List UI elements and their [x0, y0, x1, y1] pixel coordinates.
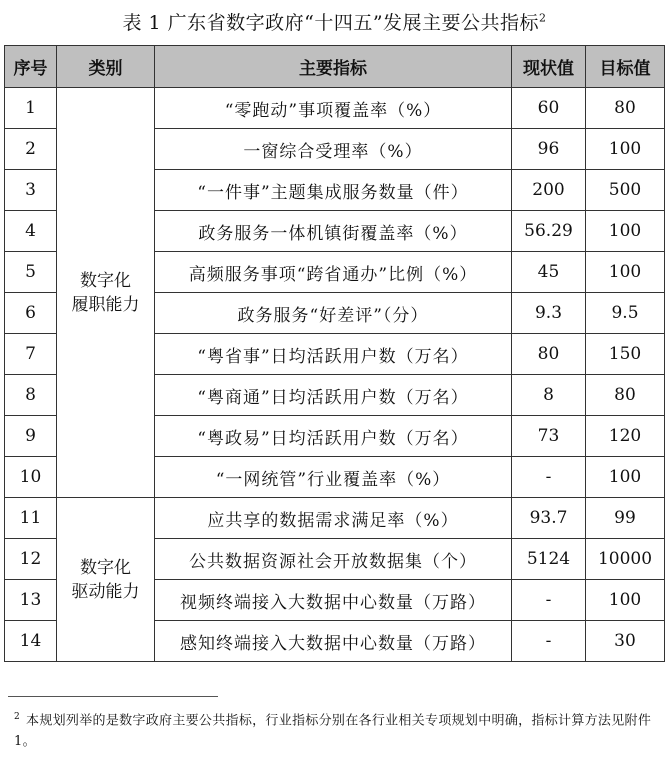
footnote-reference: 2 [539, 11, 547, 25]
row-no: 10 [5, 457, 57, 498]
row-no: 8 [5, 375, 57, 416]
row-no: 13 [5, 580, 57, 621]
row-indicator: 一窗综合受理率（%） [155, 129, 512, 170]
row-indicator: 高频服务事项“跨省通办”比例（%） [155, 252, 512, 293]
table-row [5, 88, 665, 129]
row-no: 6 [5, 293, 57, 334]
category-cell [57, 498, 155, 662]
row-current: - [512, 580, 586, 621]
row-target: 120 [586, 416, 665, 457]
row-current: 56.29 [512, 211, 586, 252]
header-current: 现状值 [512, 46, 586, 88]
row-target: 80 [586, 375, 665, 416]
indicator-table [4, 45, 665, 662]
row-indicator: 公共数据资源社会开放数据集（个） [155, 539, 512, 580]
row-indicator: “一网统管”行业覆盖率（%） [155, 457, 512, 498]
row-current: - [512, 457, 586, 498]
row-no: 5 [5, 252, 57, 293]
row-no: 3 [5, 170, 57, 211]
row-current: 200 [512, 170, 586, 211]
header-indicator: 主要指标 [155, 46, 512, 88]
row-target: 150 [586, 334, 665, 375]
row-indicator: 政务服务“好差评”（分） [155, 293, 512, 334]
row-no: 7 [5, 334, 57, 375]
row-target: 500 [586, 170, 665, 211]
row-indicator: 视频终端接入大数据中心数量（万路） [155, 580, 512, 621]
category-line: 驱动能力 [71, 581, 140, 602]
row-target: 100 [586, 457, 665, 498]
row-target: 80 [586, 88, 665, 129]
row-no: 1 [5, 88, 57, 129]
row-indicator: 感知终端接入大数据中心数量（万路） [155, 621, 512, 662]
row-no: 14 [5, 621, 57, 662]
row-indicator: “粤商通”日均活跃用户数（万名） [155, 375, 512, 416]
category-cell [57, 88, 155, 498]
row-current: 80 [512, 334, 586, 375]
row-indicator: “零跑动”事项覆盖率（%） [155, 88, 512, 129]
row-target: 100 [586, 129, 665, 170]
footnote-mark: 2 [14, 712, 21, 722]
row-target: 100 [586, 252, 665, 293]
table-row [5, 498, 665, 539]
row-no: 2 [5, 129, 57, 170]
header-target: 目标值 [586, 46, 665, 88]
row-indicator: “一件事”主题集成服务数量（件） [155, 170, 512, 211]
category-line: 数字化 [80, 557, 131, 578]
table-header-row [5, 46, 665, 88]
footnote-divider [8, 696, 218, 697]
row-indicator: 政务服务一体机镇街覆盖率（%） [155, 211, 512, 252]
row-target: 100 [586, 580, 665, 621]
row-current: 93.7 [512, 498, 586, 539]
row-indicator: “粤政易”日均活跃用户数（万名） [155, 416, 512, 457]
row-current: 45 [512, 252, 586, 293]
row-indicator: “粤省事”日均活跃用户数（万名） [155, 334, 512, 375]
row-no: 12 [5, 539, 57, 580]
category-line: 数字化 [80, 270, 131, 291]
row-current: 9.3 [512, 293, 586, 334]
row-no: 4 [5, 211, 57, 252]
footnote [14, 707, 654, 752]
row-target: 100 [586, 211, 665, 252]
row-current: 8 [512, 375, 586, 416]
row-no: 9 [5, 416, 57, 457]
row-current: 60 [512, 88, 586, 129]
row-target: 10000 [586, 539, 665, 580]
row-target: 99 [586, 498, 665, 539]
category-line: 履职能力 [71, 294, 140, 315]
row-current: 96 [512, 129, 586, 170]
row-target: 30 [586, 621, 665, 662]
row-current: 5124 [512, 539, 586, 580]
row-current: - [512, 621, 586, 662]
row-target: 9.5 [586, 293, 665, 334]
footnote-text: 本规划列举的是数字政府主要公共指标，行业指标分别在各行业相关专项规划中明确，指标计算方法见附件 1。 [14, 713, 652, 750]
header-category: 类别 [57, 46, 155, 88]
row-indicator: 应共享的数据需求满足率（%） [155, 498, 512, 539]
header-no: 序号 [5, 46, 57, 88]
row-no: 11 [5, 498, 57, 539]
table-title: 表 1 广东省数字政府“十四五”发展主要公共指标$^2$ [122, 11, 547, 34]
row-current: 73 [512, 416, 586, 457]
